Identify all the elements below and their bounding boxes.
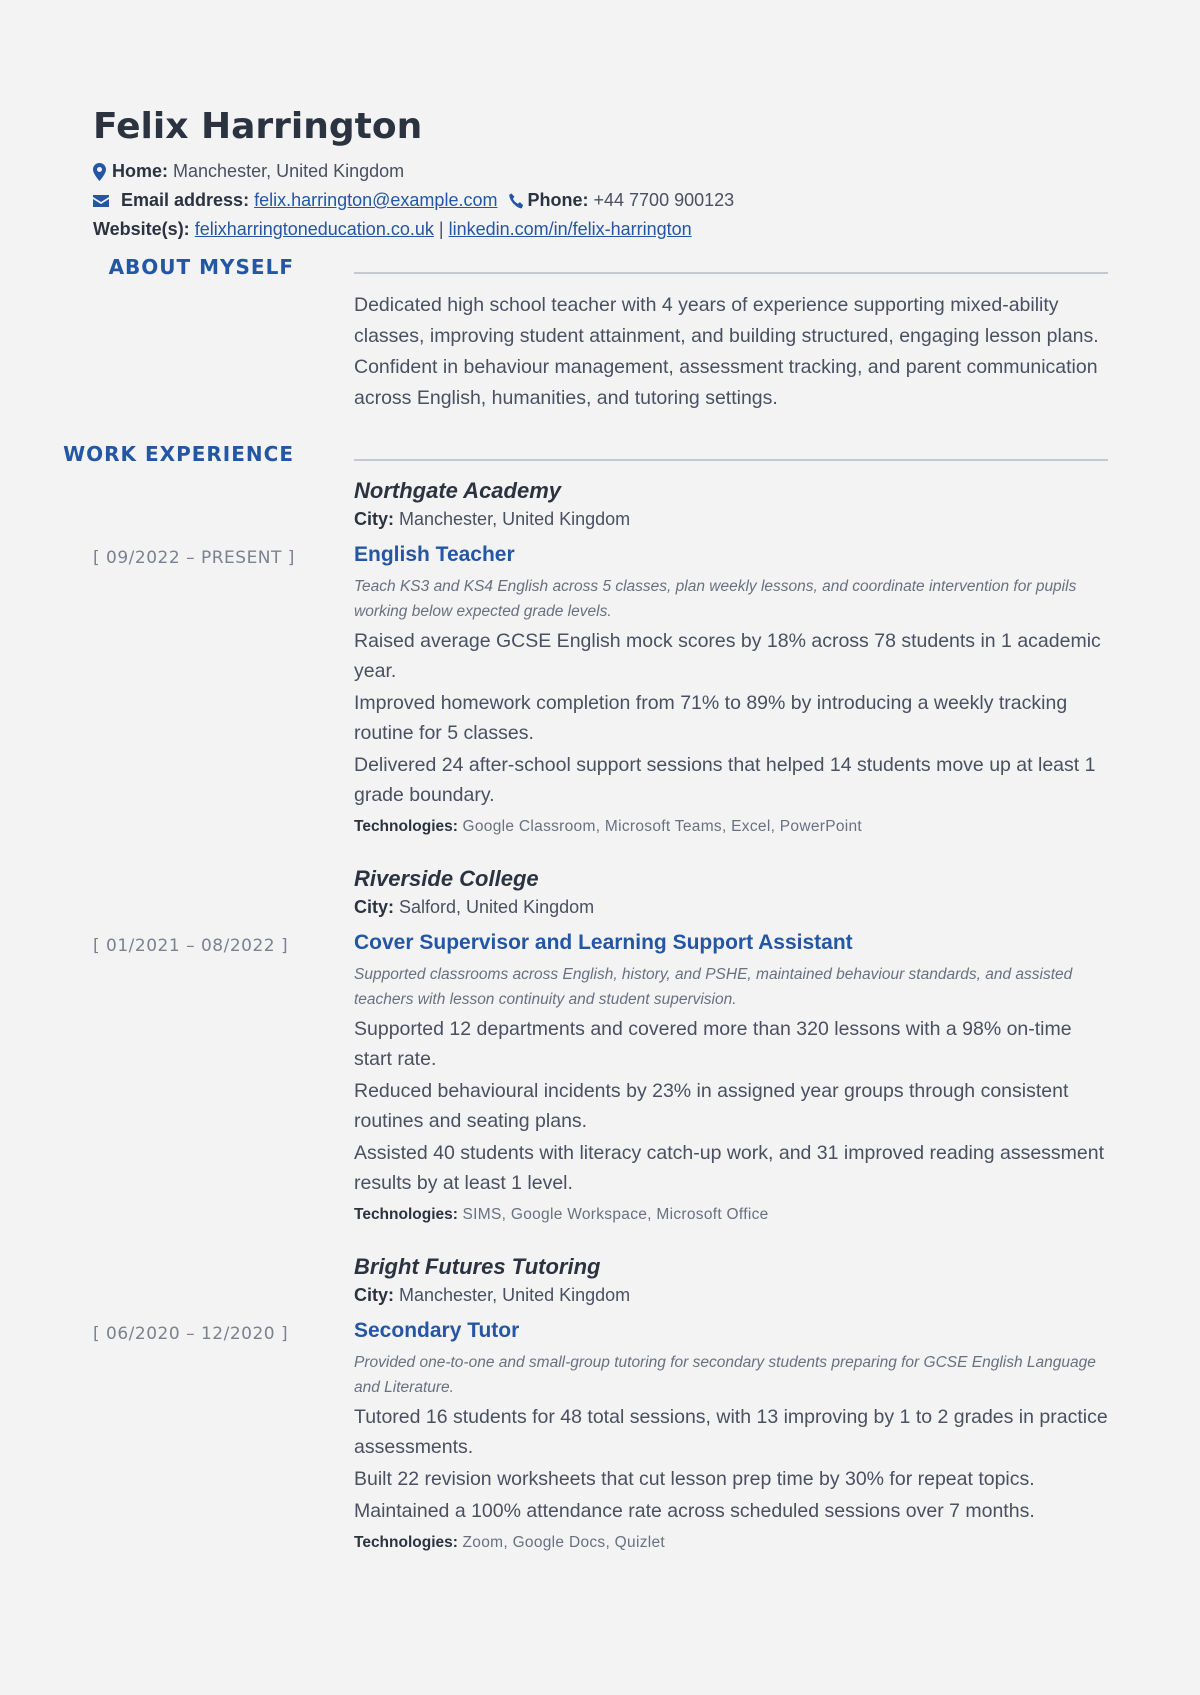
email-label: Email address: — [121, 190, 250, 210]
phone-icon — [508, 193, 525, 210]
email-link[interactable]: felix.harrington@example.com — [254, 190, 498, 210]
job-technologies: Technologies: SIMS, Google Workspace, Microsoft Office — [354, 1206, 769, 1223]
work-experience-title: WORK EXPERIENCE — [63, 442, 294, 466]
job-summary: Supported classrooms across English, history, and PSHE, maintained behaviour standards, and assisted teachers with lesson continuity and student supervision. — [354, 966, 1073, 1008]
about-text: Dedicated high school teacher with 4 years of experience supporting mixed-ability classes, improving student attainment, and building structured, engaging lesson plans. Confident in behaviour management, assessment tracking, and parent communication across English, humanities, and tutoring settings. — [354, 294, 1099, 409]
job-role: Cover Supervisor and Learning Support Assistant — [354, 931, 853, 954]
website-label: Website(s): — [93, 219, 190, 239]
about-title: ABOUT MYSELF — [108, 255, 294, 279]
home-line — [93, 157, 1113, 186]
work-experience-divider — [354, 459, 1108, 461]
job-achievement: Reduced behavioural incidents by 23% in assigned year groups through consistent routines and seating plans. — [354, 1080, 1069, 1132]
job-achievement: Tutored 16 students for 48 total sessions, with 13 improving by 1 to 2 grades in practice assessments. — [354, 1406, 1108, 1458]
job-technologies: Technologies: Zoom, Google Docs, Quizlet — [354, 1534, 666, 1551]
company-city: City: Manchester, United Kingdom — [354, 509, 631, 529]
about-divider — [354, 272, 1108, 274]
job-summary: Provided one-to-one and small-group tutoring for secondary students preparing for GCSE English Language and Literature. — [354, 1354, 1096, 1396]
job-achievement: Supported 12 departments and covered more than 320 lessons with a 98% on-time start rate. — [354, 1018, 1072, 1070]
job-role: English Teacher — [354, 543, 515, 566]
job-role: Secondary Tutor — [354, 1319, 520, 1342]
job-achievement: Raised average GCSE English mock scores by 18% across 78 students in 1 academic year. — [354, 630, 1101, 682]
company-city: City: Salford, United Kingdom — [354, 897, 595, 917]
job-achievement: Maintained a 100% attendance rate across scheduled sessions over 7 months. — [354, 1500, 1035, 1522]
home-value: Manchester, United Kingdom — [173, 161, 405, 181]
job-technologies: Technologies: Google Classroom, Microsoft Teams, Excel, PowerPoint — [354, 818, 863, 835]
company-name: Bright Futures Tutoring — [354, 1254, 601, 1279]
job-achievement: Assisted 40 students with literacy catch-up work, and 31 improved reading assessment results by at least 1 level. — [354, 1142, 1105, 1194]
resume-header — [93, 105, 1113, 244]
job-achievement: Improved homework completion from 71% to 89% by introducing a weekly tracking routine for 5 classes. — [354, 692, 1068, 744]
website-line — [93, 215, 1113, 244]
job-entry-riverside — [93, 864, 1108, 1226]
phone-label: Phone: — [527, 190, 589, 210]
website-link-linkedin[interactable]: linkedin.com/in/felix-harrington — [448, 219, 692, 239]
email-phone-line — [93, 186, 1113, 215]
job-dates: [ 09/2022 – PRESENT ] — [93, 548, 295, 568]
job-entry-bright-futures — [93, 1252, 1108, 1554]
job-entry-northgate — [93, 476, 1108, 838]
website-link-personal[interactable]: felixharringtoneducation.co.uk — [194, 219, 434, 239]
company-name: Northgate Academy — [354, 478, 562, 503]
candidate-name: Felix Harrington — [93, 106, 423, 147]
location-pin-icon — [93, 163, 106, 181]
company-name: Riverside College — [354, 866, 539, 891]
envelope-icon — [93, 195, 109, 207]
job-dates: [ 06/2020 – 12/2020 ] — [93, 1324, 289, 1344]
job-dates: [ 01/2021 – 08/2022 ] — [93, 936, 289, 956]
company-city: City: Manchester, United Kingdom — [354, 1285, 631, 1305]
phone-value: +44 7700 900123 — [593, 190, 735, 210]
job-achievement: Built 22 revision worksheets that cut lesson prep time by 30% for repeat topics. — [354, 1468, 1035, 1490]
job-summary: Teach KS3 and KS4 English across 5 classes, plan weekly lessons, and coordinate intervention for pupils working below expected grade levels. — [354, 578, 1077, 620]
job-achievement: Delivered 24 after-school support sessions that helped 14 students move up at least 1 grade boundary. — [354, 754, 1096, 806]
website-separator: | — [438, 219, 444, 239]
home-label: Home: — [112, 161, 169, 181]
